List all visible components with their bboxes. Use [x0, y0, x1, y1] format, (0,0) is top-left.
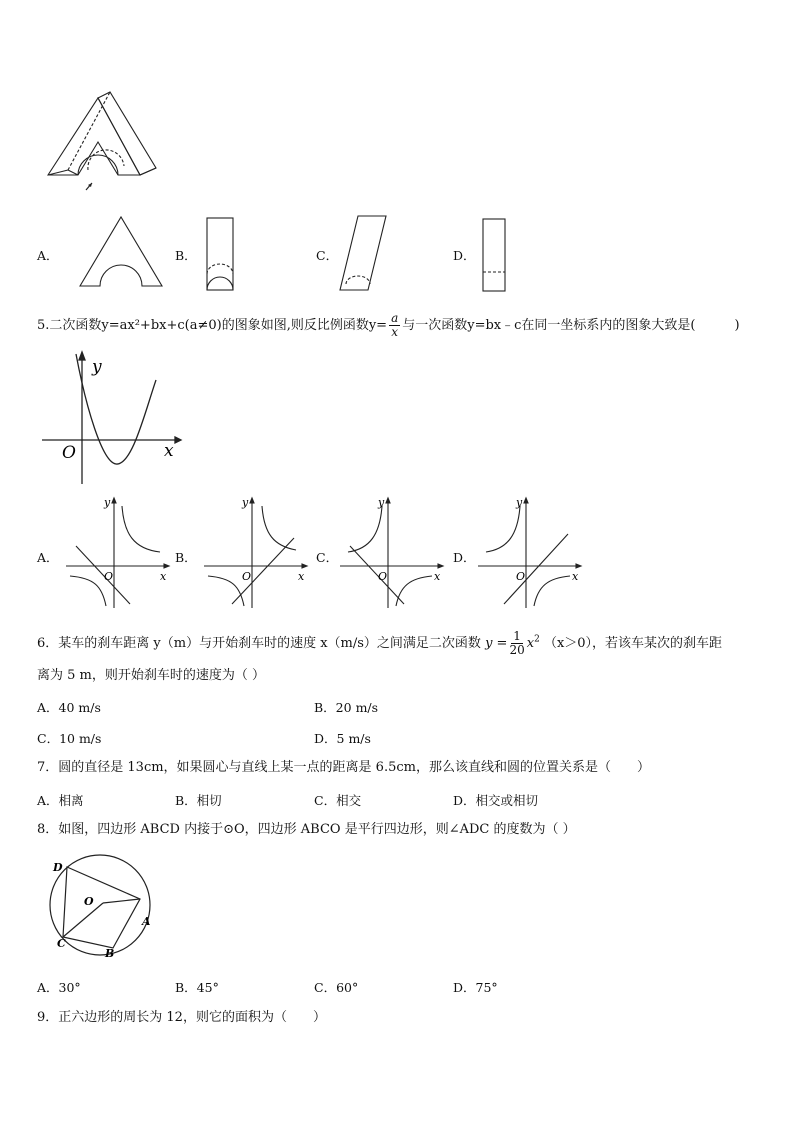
- q7-option-b[interactable]: B．相切: [175, 793, 222, 808]
- q6-fraction: [509, 630, 524, 657]
- q5-option-a-graph: [64, 494, 174, 610]
- q5-graph-y-label: y: [92, 357, 102, 377]
- q6-frac-num: 1: [513, 629, 521, 643]
- q8-label-c: C: [57, 937, 66, 950]
- q8-stem: 8．如图，四边形 ABCD 内接于⊙O，四边形 ABCO 是平行四边形，则∠ADC 的度数为（ ）: [37, 822, 576, 837]
- q5-c-origin: O: [378, 570, 388, 583]
- q5-stem: [37, 312, 740, 339]
- q5-b-y-label: y: [242, 496, 249, 509]
- q6-option-d[interactable]: D．5 m/s: [314, 731, 371, 746]
- q8-circle-figure: [45, 855, 165, 965]
- q4-option-a-label[interactable]: A．: [37, 248, 59, 263]
- q5-option-c-graph: [338, 494, 448, 610]
- q5-b-x-label: x: [298, 570, 305, 583]
- q5-parabola-graph: [40, 352, 185, 487]
- q7-stem: 7．圆的直径是 13cm，如果圆心与直线上某一点的距离是 6.5cm，那么该直线和圆的位置关系是（ ）: [37, 760, 650, 775]
- q4-option-b-figure: [205, 216, 235, 292]
- q8-option-c[interactable]: C．60°: [314, 980, 359, 995]
- q6-stem-after: （x＞0），若该车某次的刹车距: [543, 636, 723, 651]
- q5-a-y-label: y: [104, 496, 111, 509]
- q4-option-c-label[interactable]: C．: [316, 248, 339, 263]
- q8-label-d: D: [53, 861, 63, 874]
- q8-label-o: O: [84, 895, 94, 908]
- q6-stem-before: 6．某车的刹车距离 y（m）与开始刹车时的速度 x（m/s）之间满足二次函数: [37, 636, 481, 651]
- q6-formula-y: y =: [485, 636, 508, 651]
- q5-graph-origin-label: O: [62, 443, 76, 463]
- q5-frac-den: x: [391, 325, 399, 339]
- q8-label-b: B: [105, 947, 115, 960]
- q7-option-a[interactable]: A．相离: [37, 793, 84, 808]
- q6-formula-exp: 2: [534, 634, 540, 645]
- q5-fraction: [389, 312, 400, 339]
- q5-option-b-graph: [202, 494, 312, 610]
- q5-stem-before: 5.二次函数y=ax²+bx+c(a≠0)的图象如图,则反比例函数y=: [37, 318, 388, 333]
- q8-option-a[interactable]: A．30°: [37, 980, 81, 995]
- q5-d-x-label: x: [572, 570, 579, 583]
- q5-stem-after: 与一次函数y=bx﹣c在同一坐标系内的图象大致是( ): [402, 318, 740, 333]
- q7-option-c[interactable]: C．相交: [314, 793, 362, 808]
- q4-option-d-label[interactable]: D．: [453, 248, 476, 263]
- q5-d-origin: O: [516, 570, 526, 583]
- q8-option-d[interactable]: D．75°: [453, 980, 498, 995]
- q4-option-d-figure: [481, 217, 507, 293]
- q5-option-b-label[interactable]: B．: [175, 550, 197, 565]
- q9-stem: 9．正六边形的周长为 12，则它的面积为（ ）: [37, 1010, 326, 1025]
- q4-option-c-figure: [338, 214, 388, 292]
- q5-option-d-label[interactable]: D．: [453, 550, 476, 565]
- q5-b-origin: O: [242, 570, 252, 583]
- q5-c-x-label: x: [434, 570, 441, 583]
- q5-a-x-label: x: [160, 570, 167, 583]
- q5-frac-num: a: [391, 311, 399, 325]
- q6-option-a[interactable]: A．40 m/s: [37, 700, 101, 715]
- q5-d-y-label: y: [516, 496, 523, 509]
- q4-option-a-figure: [78, 214, 164, 290]
- q6-stem-line2: 离为 5 m，则开始刹车时的速度为（ ）: [37, 668, 265, 683]
- q5-option-a-label[interactable]: A．: [37, 550, 59, 565]
- q7-option-d[interactable]: D．相交或相切: [453, 793, 539, 808]
- q4-option-b-label[interactable]: B．: [175, 248, 197, 263]
- q6-stem-line1: [37, 630, 722, 657]
- q5-option-d-graph: [476, 494, 586, 610]
- q6-option-b[interactable]: B．20 m/s: [314, 700, 379, 715]
- q8-option-b[interactable]: B．45°: [175, 980, 219, 995]
- q8-label-a: A: [142, 915, 151, 928]
- q6-formula-x: x: [526, 636, 535, 651]
- q5-option-c-label[interactable]: C．: [316, 550, 339, 565]
- q5-c-y-label: y: [378, 496, 385, 509]
- q5-graph-x-label: x: [164, 441, 174, 461]
- q5-a-origin: O: [104, 570, 114, 583]
- q4-solid-figure: [40, 90, 160, 195]
- q6-option-c[interactable]: C．10 m/s: [37, 731, 102, 746]
- q6-frac-den: 20: [509, 643, 525, 657]
